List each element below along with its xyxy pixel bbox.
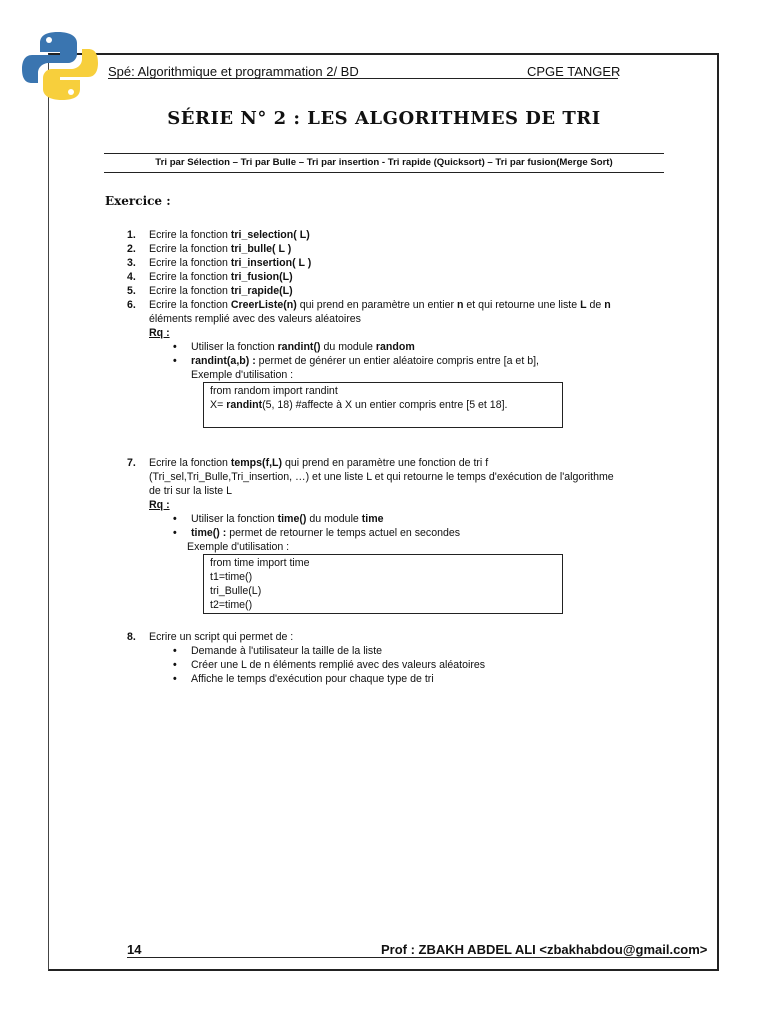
python-logo-icon	[20, 28, 100, 104]
item-text: Ecrire la fonction	[149, 457, 231, 469]
bullet-text: du module	[320, 341, 376, 353]
function-name: randint	[226, 399, 263, 411]
rq-bullets	[173, 512, 667, 540]
script-bullets	[173, 644, 667, 686]
item-text: Ecrire un script qui permet de :	[149, 631, 294, 643]
code-line: t1=time()	[210, 571, 253, 583]
function-name: tri_fusion(L)	[230, 271, 293, 283]
code-line: tri_Bulle(L)	[210, 585, 262, 597]
item-text: de	[586, 299, 605, 311]
item-number: 8.	[127, 631, 136, 643]
list-item-6	[127, 298, 667, 326]
item-number: 5.	[127, 285, 136, 297]
list-item	[127, 242, 667, 256]
page-number: 14	[127, 942, 142, 957]
exercise-heading: Exercice :	[105, 194, 171, 208]
code-example-time	[203, 554, 563, 614]
item-text: qui prend en paramètre un entier	[296, 299, 457, 311]
exercise-content	[127, 228, 667, 686]
item-text: et qui retourne une liste	[463, 299, 581, 311]
code-line: from time import time	[210, 557, 310, 569]
footer-author: Prof : ZBAKH ABDEL ALI <zbakhabdou@gmail.com>	[381, 942, 708, 957]
bullet-item	[173, 354, 667, 368]
rq-label: Rq :	[149, 327, 170, 339]
bullet-text: du module	[306, 513, 362, 525]
code-line: from random import randint	[210, 385, 338, 397]
item-text: Ecrire la fonction	[149, 285, 231, 297]
function-name: time()	[277, 513, 307, 525]
code-blank-line	[210, 412, 556, 426]
item-text: de tri sur la liste L	[149, 485, 233, 497]
list-item	[127, 270, 667, 284]
bullet-item	[173, 512, 667, 526]
function-name: tri_insertion( L )	[230, 257, 312, 269]
param-name: L	[580, 299, 587, 311]
spacer	[127, 614, 667, 630]
function-name: tri_bulle( L )	[230, 243, 292, 255]
list-item-7	[127, 456, 667, 498]
item-number: 2.	[127, 243, 136, 255]
header-course: Spé: Algorithmique et programmation 2/ BD	[108, 64, 359, 79]
bullet-text: permet de retourner le temps actuel en secondes	[226, 527, 461, 539]
item-number: 4.	[127, 271, 136, 283]
item-number: 1.	[127, 229, 136, 241]
item-text: Ecrire la fonction	[149, 229, 231, 241]
list-item-8	[127, 630, 667, 644]
code-text: (5, 18) #affecte à X un entier compris entre [5 et 18].	[262, 399, 508, 411]
bullet-text: Utiliser la fonction	[191, 341, 278, 353]
list-item	[127, 228, 667, 242]
subtitle-bar: Tri par Sélection – Tri par Bulle – Tri par insertion - Tri rapide (Quicksort) – Tri par fusion(Merge Sort)	[104, 153, 664, 173]
rq-bullets	[173, 340, 667, 368]
bullet-text: Utiliser la fonction	[191, 513, 278, 525]
function-name: temps(f,L)	[230, 457, 283, 469]
param-name: n	[456, 299, 464, 311]
list-item	[127, 256, 667, 270]
bullet-item: • Affiche le temps d'exécution pour chaque type de tri	[173, 672, 667, 686]
function-name: time() :	[191, 527, 227, 539]
footer-rule	[127, 957, 690, 958]
example-label: Exemple d'utilisation :	[187, 541, 290, 553]
bullet-item: • Créer une L de n éléments remplié avec des valeurs aléatoires	[173, 658, 667, 672]
spacer	[127, 428, 667, 456]
item-text: qui prend en paramètre une fonction de tri f	[282, 457, 489, 469]
item-text: éléments remplié avec des valeurs aléatoires	[149, 313, 361, 325]
code-example-random	[203, 382, 563, 428]
item-number: 7.	[127, 457, 136, 469]
bullet-item	[173, 526, 667, 540]
rq-label: Rq :	[149, 499, 170, 511]
code-line	[210, 398, 556, 412]
code-text: X=	[210, 399, 227, 411]
item-number: 6.	[127, 299, 136, 311]
page-title: SÉRIE N° 2 : LES ALGORITHMES DE TRI	[167, 108, 601, 129]
function-name: tri_selection( L)	[230, 229, 310, 241]
function-name: randint()	[277, 341, 321, 353]
item-text: (Tri_sel,Tri_Bulle,Tri_insertion, …) et une liste L et qui retourne le temps d'exécution de l'algorithme	[149, 471, 614, 483]
item-text: Ecrire la fonction	[149, 299, 231, 311]
item-text: Ecrire la fonction	[149, 257, 231, 269]
item-text: Ecrire la fonction	[149, 243, 231, 255]
header-rule	[108, 78, 618, 79]
bullet-text: permet de générer un entier aléatoire compris entre [a et b],	[255, 355, 539, 367]
header-school: CPGE TANGER	[527, 64, 621, 79]
function-name: randint(a,b) :	[191, 355, 256, 367]
function-name: tri_rapide(L)	[230, 285, 293, 297]
module-name: time	[361, 513, 384, 525]
param-name: n	[604, 299, 611, 311]
example-label: Exemple d'utilisation :	[191, 369, 294, 381]
bullet-item: • Demande à l'utilisateur la taille de la liste	[173, 644, 667, 658]
item-number: 3.	[127, 257, 136, 269]
function-name: CreerListe(n)	[230, 299, 297, 311]
bullet-item	[173, 340, 667, 354]
code-line: t2=time()	[210, 599, 253, 611]
list-item	[127, 284, 667, 298]
item-text: Ecrire la fonction	[149, 271, 231, 283]
module-name: random	[375, 341, 415, 353]
